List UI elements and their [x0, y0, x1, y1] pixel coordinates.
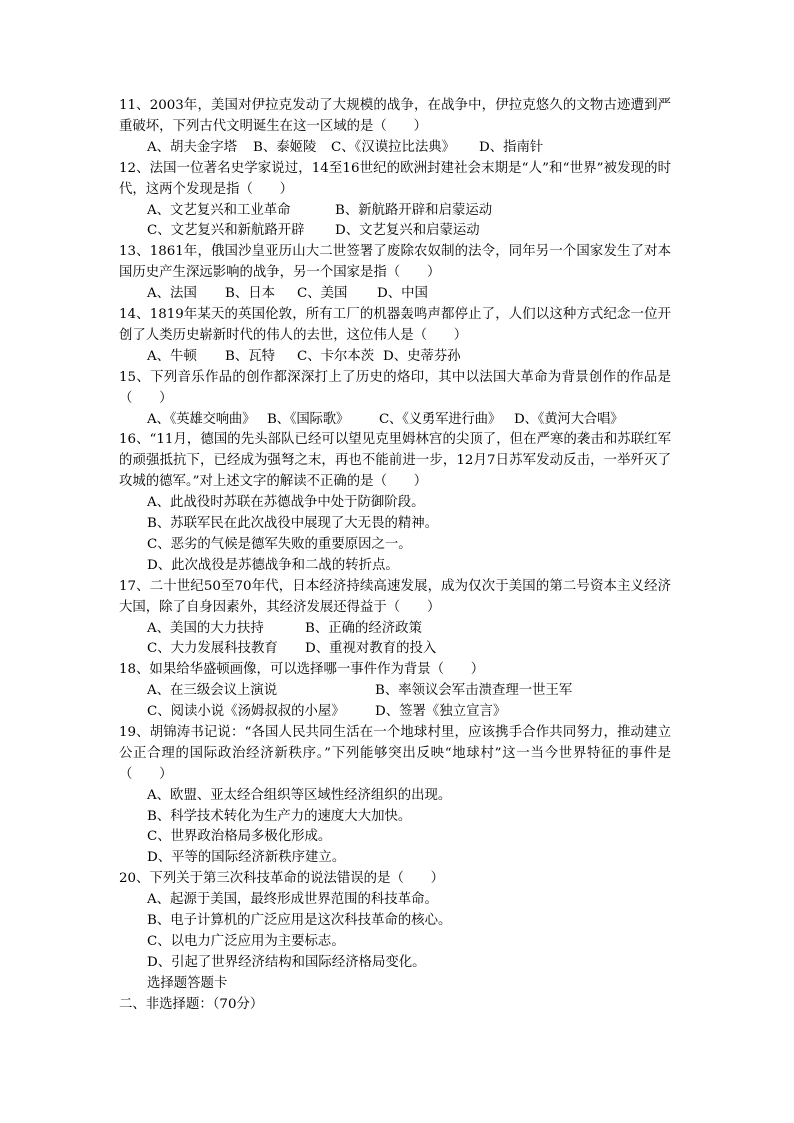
option-b: B、瓦特: [225, 348, 276, 364]
option-d: D、平等的国际经济新秩序建立。: [147, 850, 346, 866]
option-a: A、《英雄交响曲》: [147, 411, 256, 427]
option-b: B、率领议会军击溃查理一世王军: [375, 683, 573, 699]
option-b: B、新航路开辟和启蒙运动: [335, 202, 493, 218]
option-b: B、正确的经济政策: [305, 620, 422, 636]
option-c: C、美国: [297, 286, 348, 302]
question-stem: 11、2003年，美国对伊拉克发动了大规模的战争，在战争中，伊拉克悠久的文物古迹遭到严重破坏，下列古代文明诞生在这一区域的是（ ）: [119, 98, 671, 134]
option-c: C、《义勇军进行曲》: [379, 411, 502, 427]
option-d: D、引起了世界经济结构和国际经济格局变化。: [147, 954, 426, 970]
options-row: [119, 702, 671, 723]
option-c: C、世界政治格局多极化形成。: [147, 829, 332, 845]
question-stem: 16、“11月，德国的先头部队已经可以望见克里姆林宫的尖顶了，但在严寒的袭击和苏联红军的顽强抵抗下，已经成为强弩之末，再也不能前进一步，12月7日苏军发动反击，一举歼灭了攻城的德军。”对上述文字的解读不正确的是（ ）: [119, 432, 671, 490]
option-d: D、重视对教育的投入: [305, 641, 437, 657]
option-c: C、《汉谟拉比法典》: [331, 139, 456, 155]
option-a: A、法国: [147, 286, 197, 302]
option-a: A、起源于美国，最终形成世界范围的科技革命。: [147, 892, 438, 908]
option-d: D、《黄河大合唱》: [514, 411, 624, 427]
question-15: [119, 368, 671, 431]
option-d: D、签署《独立宣言》: [375, 704, 507, 720]
option-b: B、泰姬陵: [253, 139, 317, 155]
option-a: A、此战役时苏联在苏德战争中处于防御阶段。: [147, 495, 425, 511]
question-18: [119, 660, 671, 723]
option-d: D、中国: [377, 286, 428, 302]
option-b: B、科学技术转化为生产力的速度大大加快。: [147, 808, 412, 824]
question-stem: 17、二十世纪50至70年代，日本经济持续高速发展，成为仅次于美国的第二号资本主义经济大国，除了自身因素外，其经济发展还得益于（ ）: [119, 578, 671, 615]
options-row: [119, 221, 671, 242]
option-a: A、文艺复兴和工业革命: [147, 202, 291, 218]
option-c: C、阅读小说《汤姆叔叔的小屋》: [147, 704, 345, 720]
option-c: C、大力发展科技教育: [147, 641, 278, 657]
option-c: C、恶劣的气候是德军失败的重要原因之一。: [147, 536, 412, 552]
options-row: [119, 347, 671, 368]
question-stem: 12、法国一位著名史学家说过，14至16世纪的欧洲封建社会末期是“人”和“世界”被发现的时代，这两个发现是指（ ）: [119, 160, 671, 197]
exam-content: [119, 96, 671, 1016]
section-two-heading: 二、非选择题：（70分）: [119, 996, 264, 1012]
question-stem: 18、如果给华盛顿画像，可以选择哪一事件作为背景（ ）: [119, 662, 485, 678]
question-stem: 20、下列关于第三次科技革命的说法错误的是（ ）: [119, 871, 445, 887]
question-16: [119, 430, 671, 576]
option-a: A、胡夫金字塔: [147, 139, 238, 155]
option-a: A、欧盟、亚太经合组织等区域性经济组织的出现。: [147, 787, 452, 803]
option-d: D、史蒂芬孙: [383, 348, 461, 364]
question-stem: 19、胡锦涛书记说：“各国人民共同生活在一个地球村里，应该携手合作共同努力，推动建立公正合理的国际政治经济新秩序。”下列能够突出反映“地球村”这一当今世界特征的事件是（ ）: [119, 724, 671, 782]
option-c: C、卡尔本茨: [297, 348, 375, 364]
options-row: [119, 138, 671, 159]
option-b: B、日本: [225, 286, 276, 302]
answer-card-label: 选择题答题卡: [147, 975, 228, 991]
option-b: B、《国际歌》: [267, 411, 350, 427]
option-b: B、苏联军民在此次战役中展现了大无畏的精神。: [147, 516, 439, 532]
option-c: C、以电力广泛应用为主要标志。: [147, 933, 345, 949]
question-11: [119, 96, 671, 159]
question-20: [119, 869, 671, 973]
option-d: D、指南针: [479, 139, 544, 155]
option-d: D、此次战役是苏德战争和二战的转折点。: [147, 557, 399, 573]
option-c: C、文艺复兴和新航路开辟: [147, 223, 305, 239]
options-row: [119, 639, 671, 660]
option-b: B、电子计算机的广泛应用是这次科技革命的核心。: [147, 913, 452, 929]
option-d: D、文艺复兴和启蒙运动: [335, 223, 480, 239]
options-row: [119, 619, 671, 640]
question-14: [119, 305, 671, 368]
question-19: [119, 723, 671, 869]
option-a: A、美国的大力扶持: [147, 620, 264, 636]
option-a: A、在三级会议上演说: [147, 683, 278, 699]
options-row: [119, 681, 671, 702]
options-row: [119, 201, 671, 222]
question-12: [119, 159, 671, 243]
options-row: [119, 284, 671, 305]
option-a: A、牛顿: [147, 348, 197, 364]
question-13: [119, 242, 671, 305]
options-row: [119, 410, 671, 431]
question-stem: 14、1819年某天的英国伦敦，所有工厂的机器轰鸣声都停止了，人们以这种方式纪念一位开创了人类历史崭新时代的伟人的去世，这位伟人是（ ）: [119, 307, 671, 343]
question-17: [119, 577, 671, 661]
question-stem: 13、1861年，俄国沙皇亚历山大二世签署了废除农奴制的法令，同年另一个国家发生了对本国历史产生深远影响的战争，另一个国家是指（ ）: [119, 244, 671, 281]
question-stem: 15、下列音乐作品的创作都深深打上了历史的烙印，其中以法国大革命为背景创作的作品是（ ）: [119, 369, 671, 406]
